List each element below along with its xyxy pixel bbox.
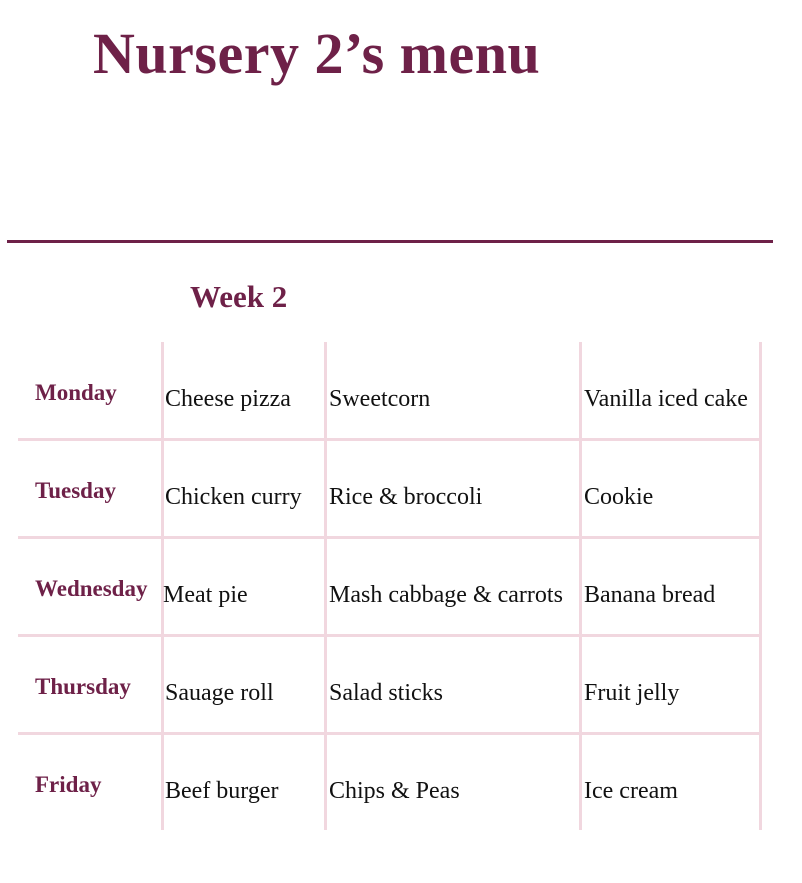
menu-row-thursday: [18, 636, 762, 734]
dessert: Cookie: [584, 484, 654, 510]
week-label: Week 2: [190, 279, 288, 314]
day-label: Friday: [35, 772, 102, 797]
main-dish: Sauage roll: [165, 680, 274, 706]
dessert: Fruit jelly: [584, 680, 680, 706]
side-dish: Rice & broccoli: [329, 484, 483, 510]
menu-row-tuesday: [18, 440, 762, 538]
main-dish: Beef burger: [165, 778, 279, 804]
menu-row-wednesday: [18, 538, 762, 636]
day-label: Tuesday: [35, 478, 116, 503]
day-label: Thursday: [35, 674, 131, 699]
day-label: Wednesday: [35, 576, 148, 601]
main-dish: Cheese pizza: [165, 386, 291, 412]
menu-table: [18, 342, 762, 830]
dessert: Banana bread: [584, 582, 716, 608]
main-dish: Chicken curry: [165, 484, 302, 510]
side-dish: Mash cabbage & carrots: [329, 582, 563, 608]
menu-row-friday: [18, 734, 762, 832]
main-dish: Meat pie: [163, 582, 248, 608]
day-label: Monday: [35, 380, 117, 405]
dessert: Vanilla iced cake: [584, 386, 748, 412]
side-dish: Salad sticks: [329, 680, 443, 706]
menu-row-monday: [18, 342, 762, 440]
side-dish: Sweetcorn: [329, 386, 431, 412]
title-divider: [7, 240, 773, 243]
side-dish: Chips & Peas: [329, 778, 460, 804]
page-title: Nursery 2’s menu: [93, 21, 541, 86]
dessert: Ice cream: [584, 778, 678, 804]
